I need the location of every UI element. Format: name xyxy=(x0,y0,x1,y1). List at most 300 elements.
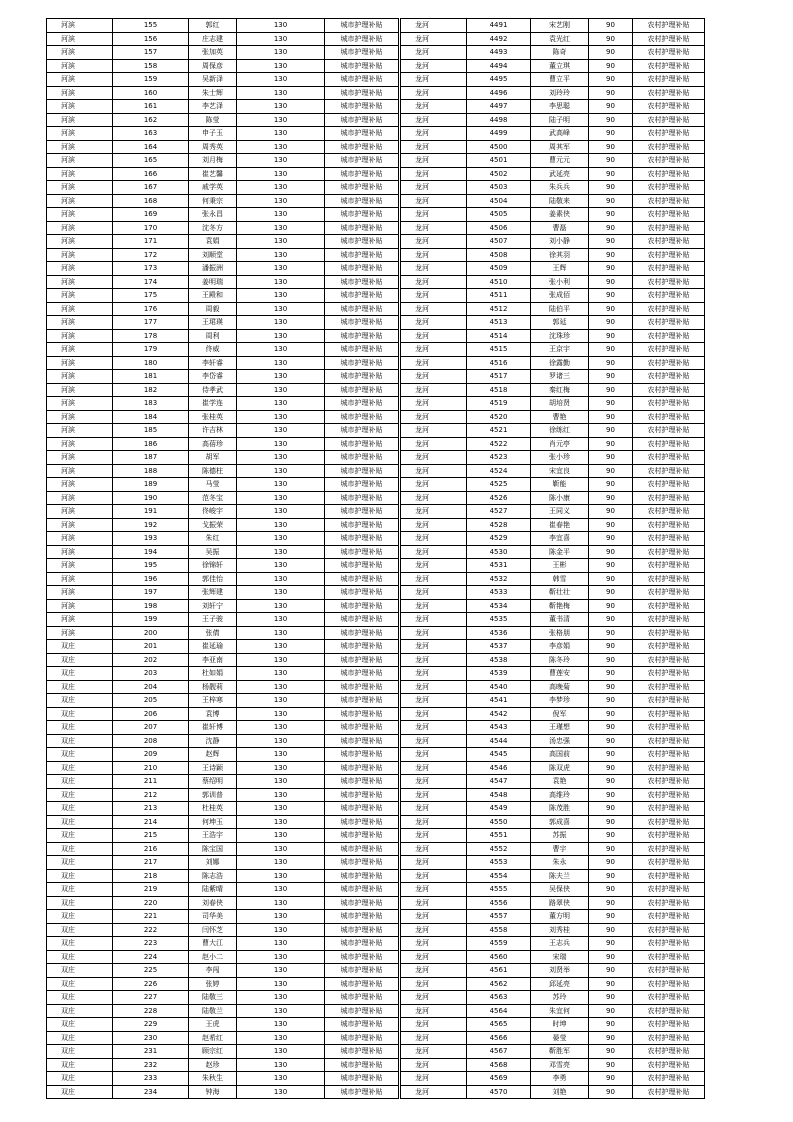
number-cell: 179 xyxy=(113,343,189,357)
subsidy-type-cell: 农村护理补贴 xyxy=(633,248,705,262)
table-row xyxy=(47,383,399,397)
area-cell: 龙河 xyxy=(401,788,467,802)
subsidy-type-cell: 农村护理补贴 xyxy=(633,302,705,316)
name-cell: 张小利 xyxy=(531,275,589,289)
subsidy-type-cell: 城市护理补贴 xyxy=(325,100,399,114)
subsidy-type-cell: 农村护理补贴 xyxy=(633,383,705,397)
number-cell: 195 xyxy=(113,559,189,573)
number-cell: 4515 xyxy=(467,343,531,357)
amount-cell: 130 xyxy=(237,964,325,978)
area-cell: 龙河 xyxy=(401,181,467,195)
number-cell: 234 xyxy=(113,1085,189,1099)
table-row xyxy=(401,491,705,505)
amount-cell: 130 xyxy=(237,1018,325,1032)
name-cell: 王珺瑛 xyxy=(189,316,237,330)
amount-cell: 130 xyxy=(237,1085,325,1099)
amount-cell: 130 xyxy=(237,896,325,910)
amount-cell: 130 xyxy=(237,19,325,33)
subsidy-type-cell: 城市护理补贴 xyxy=(325,410,399,424)
amount-cell: 130 xyxy=(237,599,325,613)
name-cell: 陈宝国 xyxy=(189,842,237,856)
area-cell: 双庄 xyxy=(47,640,113,654)
name-cell: 曹立平 xyxy=(531,73,589,87)
subsidy-type-cell: 城市护理补贴 xyxy=(325,869,399,883)
table-row xyxy=(401,667,705,681)
name-cell: 陈夫兰 xyxy=(531,869,589,883)
right-table xyxy=(400,18,705,1099)
subsidy-type-cell: 农村护理补贴 xyxy=(633,680,705,694)
table-row xyxy=(401,410,705,424)
name-cell: 刘艳 xyxy=(531,1085,589,1099)
table-row xyxy=(401,424,705,438)
table-row xyxy=(401,1058,705,1072)
amount-cell: 90 xyxy=(589,964,633,978)
number-cell: 4523 xyxy=(467,451,531,465)
number-cell: 4493 xyxy=(467,46,531,60)
subsidy-type-cell: 农村护理补贴 xyxy=(633,86,705,100)
table-row xyxy=(47,464,399,478)
table-row xyxy=(47,167,399,181)
subsidy-type-cell: 城市护理补贴 xyxy=(325,235,399,249)
area-cell: 双庄 xyxy=(47,694,113,708)
number-cell: 4514 xyxy=(467,329,531,343)
name-cell: 崔艺馨 xyxy=(189,167,237,181)
amount-cell: 90 xyxy=(589,518,633,532)
area-cell: 龙河 xyxy=(401,32,467,46)
subsidy-type-cell: 城市护理补贴 xyxy=(325,127,399,141)
amount-cell: 90 xyxy=(589,383,633,397)
area-cell: 龙河 xyxy=(401,505,467,519)
amount-cell: 130 xyxy=(237,437,325,451)
name-cell: 汤忠强 xyxy=(531,734,589,748)
table-row xyxy=(401,829,705,843)
amount-cell: 90 xyxy=(589,248,633,262)
name-cell: 袁博 xyxy=(189,707,237,721)
number-cell: 4558 xyxy=(467,923,531,937)
number-cell: 207 xyxy=(113,721,189,735)
subsidy-type-cell: 城市护理补贴 xyxy=(325,802,399,816)
table-row xyxy=(47,667,399,681)
number-cell: 197 xyxy=(113,586,189,600)
area-cell: 龙河 xyxy=(401,410,467,424)
area-cell: 双庄 xyxy=(47,721,113,735)
subsidy-type-cell: 城市护理补贴 xyxy=(325,896,399,910)
number-cell: 4510 xyxy=(467,275,531,289)
name-cell: 陈莹 xyxy=(189,113,237,127)
subsidy-type-cell: 农村护理补贴 xyxy=(633,370,705,384)
subsidy-type-cell: 农村护理补贴 xyxy=(633,46,705,60)
table-row xyxy=(401,707,705,721)
number-cell: 177 xyxy=(113,316,189,330)
subsidy-type-cell: 农村护理补贴 xyxy=(633,140,705,154)
name-cell: 郭延 xyxy=(531,316,589,330)
area-cell: 龙河 xyxy=(401,464,467,478)
number-cell: 168 xyxy=(113,194,189,208)
area-cell: 龙河 xyxy=(401,1058,467,1072)
subsidy-type-cell: 农村护理补贴 xyxy=(633,1045,705,1059)
table-row xyxy=(401,478,705,492)
number-cell: 4550 xyxy=(467,815,531,829)
number-cell: 227 xyxy=(113,991,189,1005)
subsidy-type-cell: 城市护理补贴 xyxy=(325,923,399,937)
name-cell: 朱秋生 xyxy=(189,1072,237,1086)
table-row xyxy=(401,694,705,708)
table-row xyxy=(47,478,399,492)
name-cell: 苏玲 xyxy=(531,991,589,1005)
subsidy-type-cell: 城市护理补贴 xyxy=(325,937,399,951)
number-cell: 4516 xyxy=(467,356,531,370)
area-cell: 龙河 xyxy=(401,653,467,667)
table-row xyxy=(401,356,705,370)
name-cell: 陆敬来 xyxy=(531,194,589,208)
table-row xyxy=(401,289,705,303)
amount-cell: 90 xyxy=(589,59,633,73)
area-cell: 龙河 xyxy=(401,707,467,721)
number-cell: 4548 xyxy=(467,788,531,802)
amount-cell: 90 xyxy=(589,208,633,222)
area-cell: 龙河 xyxy=(401,977,467,991)
amount-cell: 90 xyxy=(589,991,633,1005)
table-row xyxy=(47,356,399,370)
area-cell: 双庄 xyxy=(47,1031,113,1045)
name-cell: 李轩睿 xyxy=(189,356,237,370)
amount-cell: 130 xyxy=(237,491,325,505)
amount-cell: 90 xyxy=(589,613,633,627)
table-row xyxy=(47,707,399,721)
number-cell: 4568 xyxy=(467,1058,531,1072)
name-cell: 沈珠珍 xyxy=(531,329,589,343)
area-cell: 双庄 xyxy=(47,1045,113,1059)
subsidy-type-cell: 农村护理补贴 xyxy=(633,802,705,816)
subsidy-type-cell: 农村护理补贴 xyxy=(633,424,705,438)
table-row xyxy=(401,73,705,87)
table-row xyxy=(47,640,399,654)
table-row xyxy=(401,923,705,937)
subsidy-type-cell: 城市护理补贴 xyxy=(325,964,399,978)
name-cell: 吴保侠 xyxy=(531,883,589,897)
subsidy-type-cell: 城市护理补贴 xyxy=(325,721,399,735)
amount-cell: 90 xyxy=(589,856,633,870)
area-cell: 双庄 xyxy=(47,910,113,924)
table-row xyxy=(401,640,705,654)
name-cell: 侍孝武 xyxy=(189,383,237,397)
name-cell: 曹艳 xyxy=(531,410,589,424)
subsidy-type-cell: 农村护理补贴 xyxy=(633,991,705,1005)
subsidy-type-cell: 城市护理补贴 xyxy=(325,19,399,33)
name-cell: 赵辉 xyxy=(189,748,237,762)
area-cell: 龙河 xyxy=(401,829,467,843)
amount-cell: 90 xyxy=(589,194,633,208)
number-cell: 231 xyxy=(113,1045,189,1059)
area-cell: 龙河 xyxy=(401,869,467,883)
number-cell: 169 xyxy=(113,208,189,222)
name-cell: 王殿和 xyxy=(189,289,237,303)
area-cell: 龙河 xyxy=(401,883,467,897)
table-row xyxy=(47,856,399,870)
name-cell: 王梓寒 xyxy=(189,694,237,708)
area-cell: 龙河 xyxy=(401,1045,467,1059)
name-cell: 陈冬玲 xyxy=(531,653,589,667)
name-cell: 潘振洲 xyxy=(189,262,237,276)
amount-cell: 130 xyxy=(237,397,325,411)
amount-cell: 130 xyxy=(237,788,325,802)
table-row xyxy=(47,950,399,964)
table-row xyxy=(47,316,399,330)
amount-cell: 130 xyxy=(237,194,325,208)
table-row xyxy=(47,221,399,235)
area-cell: 龙河 xyxy=(401,113,467,127)
number-cell: 204 xyxy=(113,680,189,694)
table-row xyxy=(401,46,705,60)
table-row xyxy=(47,802,399,816)
amount-cell: 130 xyxy=(237,343,325,357)
name-cell: 郭红 xyxy=(189,19,237,33)
amount-cell: 130 xyxy=(237,572,325,586)
table-row xyxy=(401,748,705,762)
subsidy-type-cell: 农村护理补贴 xyxy=(633,815,705,829)
subsidy-type-cell: 农村护理补贴 xyxy=(633,221,705,235)
subsidy-type-cell: 城市护理补贴 xyxy=(325,437,399,451)
table-row xyxy=(47,842,399,856)
subsidy-type-cell: 城市护理补贴 xyxy=(325,86,399,100)
number-cell: 4522 xyxy=(467,437,531,451)
number-cell: 4562 xyxy=(467,977,531,991)
name-cell: 陈志浩 xyxy=(189,869,237,883)
name-cell: 高维玲 xyxy=(531,788,589,802)
subsidy-type-cell: 城市护理补贴 xyxy=(325,383,399,397)
subsidy-type-cell: 城市护理补贴 xyxy=(325,343,399,357)
area-cell: 龙河 xyxy=(401,640,467,654)
area-cell: 龙河 xyxy=(401,316,467,330)
number-cell: 4521 xyxy=(467,424,531,438)
subsidy-type-cell: 城市护理补贴 xyxy=(325,140,399,154)
amount-cell: 90 xyxy=(589,1058,633,1072)
amount-cell: 90 xyxy=(589,491,633,505)
subsidy-type-cell: 城市护理补贴 xyxy=(325,505,399,519)
subsidy-type-cell: 城市护理补贴 xyxy=(325,424,399,438)
area-cell: 双庄 xyxy=(47,923,113,937)
subsidy-type-cell: 城市护理补贴 xyxy=(325,950,399,964)
name-cell: 张加英 xyxy=(189,46,237,60)
table-row xyxy=(47,140,399,154)
area-cell: 龙河 xyxy=(401,235,467,249)
subsidy-type-cell: 城市护理补贴 xyxy=(325,1072,399,1086)
subsidy-type-cell: 农村护理补贴 xyxy=(633,1018,705,1032)
amount-cell: 130 xyxy=(237,262,325,276)
area-cell: 河滨 xyxy=(47,316,113,330)
amount-cell: 90 xyxy=(589,748,633,762)
name-cell: 朱宜何 xyxy=(531,1004,589,1018)
area-cell: 龙河 xyxy=(401,802,467,816)
amount-cell: 130 xyxy=(237,640,325,654)
area-cell: 龙河 xyxy=(401,370,467,384)
amount-cell: 130 xyxy=(237,626,325,640)
amount-cell: 130 xyxy=(237,667,325,681)
amount-cell: 90 xyxy=(589,788,633,802)
amount-cell: 130 xyxy=(237,181,325,195)
area-cell: 河滨 xyxy=(47,262,113,276)
number-cell: 4524 xyxy=(467,464,531,478)
amount-cell: 90 xyxy=(589,869,633,883)
amount-cell: 130 xyxy=(237,302,325,316)
table-row xyxy=(401,154,705,168)
table-row xyxy=(401,1045,705,1059)
subsidy-type-cell: 城市护理补贴 xyxy=(325,518,399,532)
name-cell: 崔春艳 xyxy=(531,518,589,532)
name-cell: 苏振 xyxy=(531,829,589,843)
table-row xyxy=(47,613,399,627)
table-row xyxy=(47,235,399,249)
amount-cell: 90 xyxy=(589,734,633,748)
table-row xyxy=(401,181,705,195)
subsidy-type-cell: 城市护理补贴 xyxy=(325,1058,399,1072)
amount-cell: 90 xyxy=(589,289,633,303)
name-cell: 刘小静 xyxy=(531,235,589,249)
amount-cell: 130 xyxy=(237,127,325,141)
area-cell: 河滨 xyxy=(47,424,113,438)
area-cell: 龙河 xyxy=(401,329,467,343)
amount-cell: 130 xyxy=(237,950,325,964)
amount-cell: 130 xyxy=(237,613,325,627)
name-cell: 胡培贤 xyxy=(531,397,589,411)
name-cell: 杜如娟 xyxy=(189,667,237,681)
table-row xyxy=(401,370,705,384)
table-row xyxy=(401,883,705,897)
table-row xyxy=(47,289,399,303)
area-cell: 龙河 xyxy=(401,667,467,681)
name-cell: 罗诸三 xyxy=(531,370,589,384)
table-row xyxy=(401,397,705,411)
name-cell: 曹莲安 xyxy=(531,667,589,681)
number-cell: 4536 xyxy=(467,626,531,640)
table-row xyxy=(47,977,399,991)
number-cell: 173 xyxy=(113,262,189,276)
name-cell: 宋艺刚 xyxy=(531,19,589,33)
name-cell: 杜桂英 xyxy=(189,802,237,816)
number-cell: 4543 xyxy=(467,721,531,735)
subsidy-type-cell: 城市护理补贴 xyxy=(325,572,399,586)
subsidy-type-cell: 农村护理补贴 xyxy=(633,113,705,127)
table-row xyxy=(401,734,705,748)
table-row xyxy=(47,964,399,978)
amount-cell: 130 xyxy=(237,221,325,235)
number-cell: 4531 xyxy=(467,559,531,573)
name-cell: 靳能 xyxy=(531,478,589,492)
amount-cell: 90 xyxy=(589,572,633,586)
amount-cell: 90 xyxy=(589,586,633,600)
subsidy-type-cell: 城市护理补贴 xyxy=(325,329,399,343)
area-cell: 河滨 xyxy=(47,437,113,451)
name-cell: 戚学英 xyxy=(189,181,237,195)
area-cell: 河滨 xyxy=(47,397,113,411)
name-cell: 陆敬兰 xyxy=(189,1004,237,1018)
name-cell: 曹元元 xyxy=(531,154,589,168)
number-cell: 175 xyxy=(113,289,189,303)
name-cell: 陆子明 xyxy=(531,113,589,127)
subsidy-type-cell: 农村护理补贴 xyxy=(633,572,705,586)
number-cell: 205 xyxy=(113,694,189,708)
subsidy-type-cell: 城市护理补贴 xyxy=(325,302,399,316)
table-row xyxy=(401,194,705,208)
subsidy-type-cell: 农村护理补贴 xyxy=(633,491,705,505)
area-cell: 河滨 xyxy=(47,208,113,222)
number-cell: 215 xyxy=(113,829,189,843)
number-cell: 4566 xyxy=(467,1031,531,1045)
amount-cell: 90 xyxy=(589,694,633,708)
name-cell: 王志兵 xyxy=(531,937,589,951)
area-cell: 河滨 xyxy=(47,73,113,87)
area-cell: 龙河 xyxy=(401,1018,467,1032)
amount-cell: 90 xyxy=(589,707,633,721)
subsidy-type-cell: 农村护理补贴 xyxy=(633,694,705,708)
name-cell: 朱红 xyxy=(189,532,237,546)
amount-cell: 130 xyxy=(237,424,325,438)
name-cell: 胡军 xyxy=(189,451,237,465)
table-row xyxy=(47,788,399,802)
area-cell: 龙河 xyxy=(401,19,467,33)
name-cell: 李思聪 xyxy=(531,100,589,114)
subsidy-type-cell: 城市护理补贴 xyxy=(325,653,399,667)
number-cell: 172 xyxy=(113,248,189,262)
area-cell: 河滨 xyxy=(47,505,113,519)
number-cell: 166 xyxy=(113,167,189,181)
number-cell: 4528 xyxy=(467,518,531,532)
number-cell: 217 xyxy=(113,856,189,870)
table-row xyxy=(47,19,399,33)
table-row xyxy=(47,329,399,343)
amount-cell: 130 xyxy=(237,829,325,843)
name-cell: 陈茂胜 xyxy=(531,802,589,816)
subsidy-type-cell: 农村护理补贴 xyxy=(633,356,705,370)
area-cell: 双庄 xyxy=(47,775,113,789)
subsidy-type-cell: 农村护理补贴 xyxy=(633,73,705,87)
amount-cell: 130 xyxy=(237,32,325,46)
area-cell: 龙河 xyxy=(401,154,467,168)
name-cell: 郭成喜 xyxy=(531,815,589,829)
name-cell: 王彬 xyxy=(531,559,589,573)
subsidy-type-cell: 农村护理补贴 xyxy=(633,964,705,978)
amount-cell: 90 xyxy=(589,464,633,478)
number-cell: 4511 xyxy=(467,289,531,303)
name-cell: 刘轩宁 xyxy=(189,599,237,613)
table-row xyxy=(47,491,399,505)
area-cell: 龙河 xyxy=(401,559,467,573)
amount-cell: 90 xyxy=(589,1072,633,1086)
table-row xyxy=(401,559,705,573)
subsidy-type-cell: 农村护理补贴 xyxy=(633,626,705,640)
name-cell: 姜明瑞 xyxy=(189,275,237,289)
amount-cell: 130 xyxy=(237,883,325,897)
table-row xyxy=(401,815,705,829)
number-cell: 196 xyxy=(113,572,189,586)
area-cell: 双庄 xyxy=(47,1018,113,1032)
subsidy-type-cell: 农村护理补贴 xyxy=(633,167,705,181)
name-cell: 蔡绍明 xyxy=(189,775,237,789)
table-row xyxy=(47,86,399,100)
number-cell: 4520 xyxy=(467,410,531,424)
table-row xyxy=(401,1004,705,1018)
area-cell: 河滨 xyxy=(47,127,113,141)
area-cell: 双庄 xyxy=(47,869,113,883)
subsidy-type-cell: 城市护理补贴 xyxy=(325,613,399,627)
area-cell: 龙河 xyxy=(401,775,467,789)
name-cell: 董立琪 xyxy=(531,59,589,73)
number-cell: 4541 xyxy=(467,694,531,708)
table-row xyxy=(401,937,705,951)
table-row xyxy=(47,869,399,883)
area-cell: 龙河 xyxy=(401,343,467,357)
table-row xyxy=(47,653,399,667)
